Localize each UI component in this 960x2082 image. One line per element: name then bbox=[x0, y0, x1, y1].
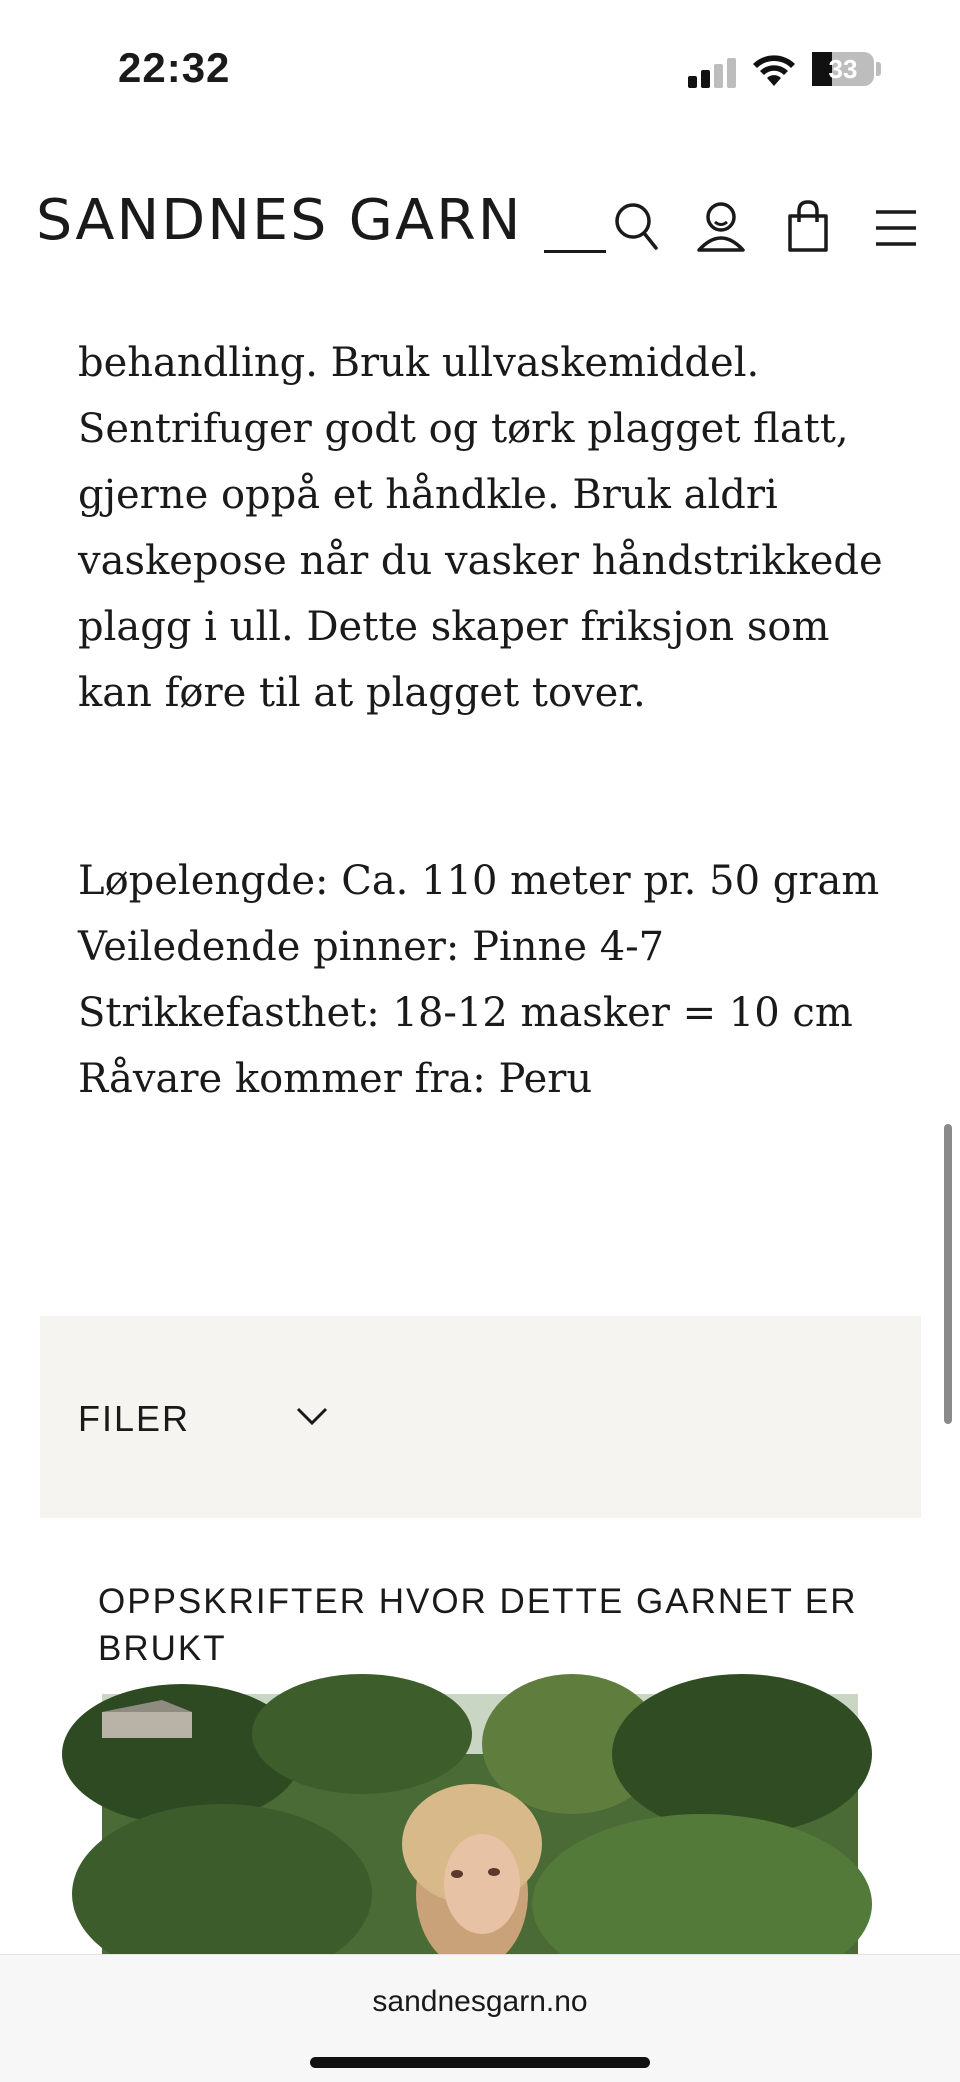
battery-percent: 33 bbox=[828, 54, 858, 84]
search-underline[interactable] bbox=[544, 250, 606, 253]
cart-icon[interactable] bbox=[786, 200, 830, 252]
battery-tip bbox=[876, 62, 881, 76]
menu-icon[interactable] bbox=[874, 208, 918, 248]
product-description bbox=[78, 330, 898, 726]
recipe-photo[interactable] bbox=[102, 1694, 858, 1954]
files-accordion-label[interactable]: FILER bbox=[78, 1398, 191, 1439]
battery-icon bbox=[812, 52, 874, 86]
status-time: 22:32 bbox=[118, 44, 231, 91]
spec-lopelengde: Løpelengde: Ca. 110 meter pr. 50 gram bbox=[78, 858, 880, 904]
spec-strikkefasthet: Strikkefasthet: 18-12 masker = 10 cm bbox=[78, 990, 853, 1036]
spec-ravare: Råvare kommer fra: Peru bbox=[78, 1056, 593, 1102]
home-indicator[interactable] bbox=[310, 2057, 650, 2068]
page-scrollbar[interactable] bbox=[944, 1124, 952, 1424]
site-header bbox=[0, 130, 960, 330]
spec-pinner: Veiledende pinner: Pinne 4-7 bbox=[78, 924, 665, 970]
url-text[interactable]: sandnesgarn.no bbox=[372, 1985, 588, 2018]
files-accordion[interactable] bbox=[40, 1316, 921, 1518]
site-logo[interactable]: SANDNES GARN bbox=[36, 188, 523, 253]
chevron-down-icon[interactable] bbox=[292, 1396, 332, 1436]
search-icon[interactable] bbox=[612, 200, 658, 252]
cellular-signal-icon bbox=[688, 58, 738, 88]
recipes-section-title: OPPSKRIFTER HVOR DETTE GARNET ER BRUKT bbox=[98, 1582, 858, 1668]
product-specs bbox=[78, 848, 898, 1112]
account-icon[interactable] bbox=[696, 200, 746, 252]
status-bar bbox=[0, 0, 960, 130]
care-instructions: behandling. Bruk ullvaskemiddel. Sentrifuger godt og tørk plagget flatt, gjerne oppå et håndkle. Bruk aldri vaskepose når du vasker håndstrikkede plagg i ull. Dette skaper friksjon som kan føre til at plagget tover. bbox=[78, 340, 883, 716]
wifi-icon bbox=[752, 50, 796, 90]
browser-url-bar[interactable] bbox=[0, 1954, 960, 2082]
